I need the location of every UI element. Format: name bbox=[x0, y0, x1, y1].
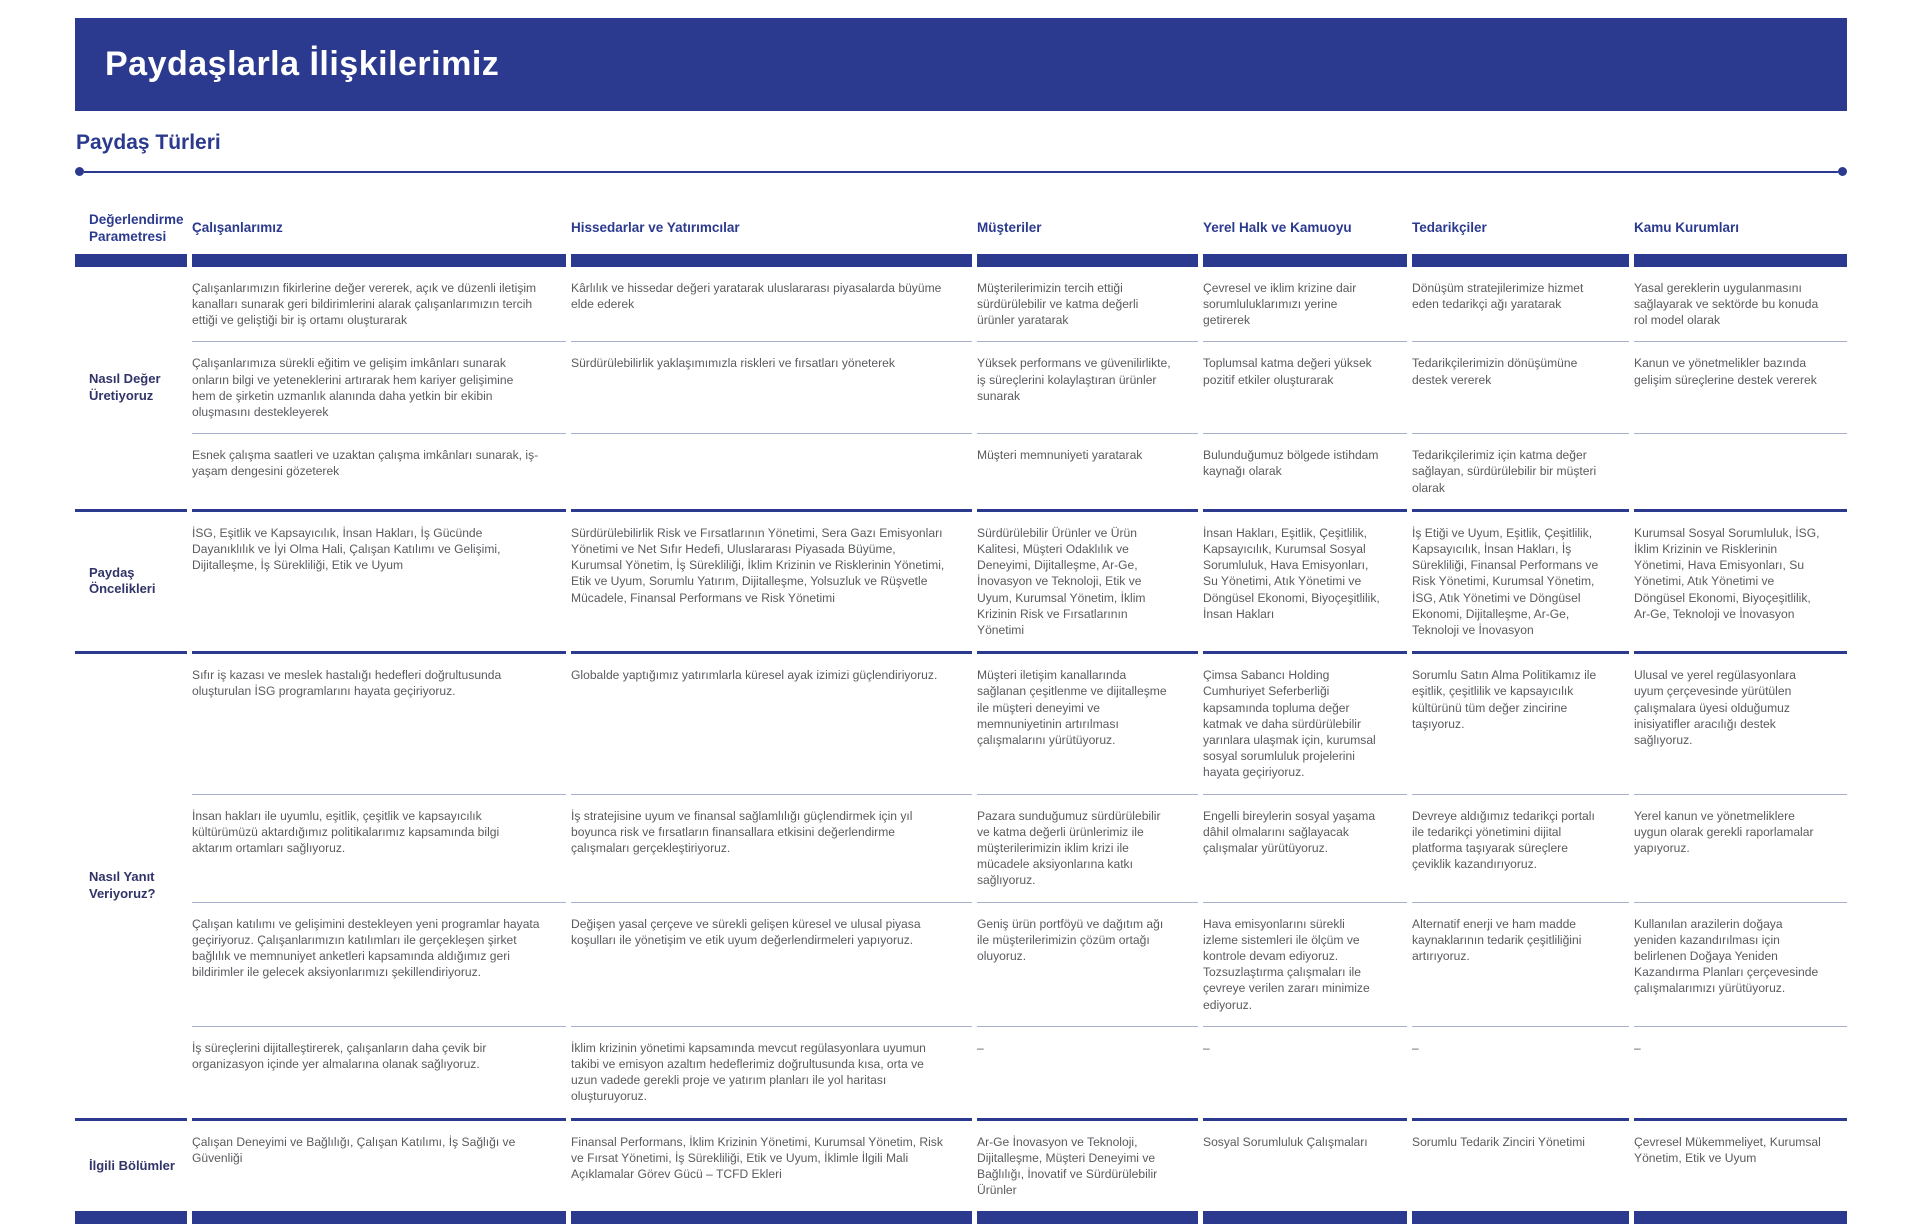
table-cell: Müşteri iletişim kanallarında sağlanan çeşitlenme ve dijitalleşme ile müşteri deneyimi ve memnuniyetinin artırılması çalışmalarını yürütüyoruz. bbox=[977, 654, 1198, 794]
table-cell: Tedarikçilerimizin dönüşümüne destek vererek bbox=[1412, 342, 1629, 434]
table-cell: Çalışan katılımı ve gelişimini destekleyen yeni programlar hayata geçiriyoruz. Çalışanlarımızın katılımları ile gerçekleşen şirket bağlılık ve memnuniyet anketleri kapsamında aldığımız geri bildirimler ile gelecek aksiyonlarımızı şekillendiriyoruz. bbox=[192, 903, 566, 1027]
table-cell bbox=[1634, 434, 1847, 509]
table-cell: Müşteri memnuniyeti yaratarak bbox=[977, 448, 1143, 463]
header-bar-segment bbox=[75, 254, 187, 267]
header-bar-segment bbox=[1203, 254, 1407, 267]
table-cell: Çalışanlarımıza sürekli eğitim ve gelişim imkânları sunarak onların bilgi ve yeteneklerini artırarak hem kariyer gelişimine hem de şirketin uzmanlık alanında daha yetkin bir ekibin oluşmasını destekleyerek bbox=[192, 342, 566, 434]
table-cell: Müşterilerimizin tercih ettiği sürdürülebilir ve katma değerli ürünler yaratarak bbox=[977, 267, 1198, 343]
footer-bar-segment bbox=[571, 1211, 972, 1224]
table-cell: Dönüşüm stratejilerimize hizmet eden tedarikçi ağı yaratarak bbox=[1412, 267, 1629, 343]
table-cell: Sorumlu Tedarik Zinciri Yönetimi bbox=[1412, 1134, 1585, 1149]
row-label: Nasıl Yanıt Veriyoruz? bbox=[89, 869, 156, 901]
table-cell: Finansal Performans, İklim Krizinin Yönetimi, Kurumsal Yönetim, Risk ve Fırsat Yönetimi, İş Sürekliliği, Etik ve Uyum, İklimle İlgili Mali Açıklamalar Görev Gücü – TCFD Ekleri bbox=[571, 1134, 943, 1182]
column-header-2: Hissedarlar ve Yatırımcılar bbox=[571, 220, 740, 236]
rule-dot-left bbox=[75, 167, 84, 176]
table-cell: Yerel kanun ve yönetmeliklere uygun olarak gerekli raporlamalar yapıyoruz. bbox=[1634, 795, 1847, 903]
header-bar-segment bbox=[192, 254, 566, 267]
table-cell: Toplumsal katma değeri yüksek pozitif etkiler oluşturarak bbox=[1203, 342, 1407, 434]
page-title: Paydaşlarla İlişkilerimiz bbox=[105, 45, 500, 83]
table-header-bar bbox=[75, 254, 1847, 267]
decorative-rule bbox=[75, 167, 1847, 176]
table-cell: Globalde yaptığımız yatırımlarla küresel ayak izimizi güçlendiriyoruz. bbox=[571, 654, 972, 794]
footer-bar-segment bbox=[75, 1211, 187, 1224]
table-header-row bbox=[75, 206, 1847, 254]
header-bar-segment bbox=[1634, 254, 1847, 267]
table-cell: İş Etiği ve Uyum, Eşitlik, Çeşitlilik, Kapsayıcılık, İnsan Hakları, İş Sürekliliği, Finansal Performans ve Risk Yönetimi, Kurumsal Yönetim, İSG, Atık Yönetimi ve Döngüsel Ekonomi, Dijitalleşme, Ar-Ge, Teknoloji ve İnovasyon bbox=[1412, 525, 1599, 637]
table-cell: Sürdürülebilirlik yaklaşımımızla riskleri ve fırsatları yöneterek bbox=[571, 342, 972, 434]
table-cell: Değişen yasal çerçeve ve sürekli gelişen küresel ve ulusal piyasa koşulları ile yönetişim ve etik uyum değerlendirmeleri yapıyoruz. bbox=[571, 903, 972, 1027]
table-section bbox=[75, 1121, 1847, 1212]
report-page bbox=[75, 0, 1847, 1224]
table-cell: Yasal gereklerin uygulanmasını sağlayarak ve sektörde bu konuda rol model olarak bbox=[1634, 267, 1847, 343]
column-header-6: Kamu Kurumları bbox=[1634, 220, 1740, 236]
rule-line bbox=[84, 171, 1838, 173]
header-bar-segment bbox=[977, 254, 1198, 267]
table-cell: Çalışan Deneyimi ve Bağlılığı, Çalışan Katılımı, İş Sağlığı ve Güvenliği bbox=[192, 1134, 516, 1165]
column-header-5: Tedarikçiler bbox=[1412, 220, 1487, 236]
footer-bar-segment bbox=[1203, 1211, 1407, 1224]
table-cell: Engelli bireylerin sosyal yaşama dâhil olmalarını sağlayacak çalışmalar yürütüyoruz. bbox=[1203, 795, 1407, 903]
row-label: Paydaş Öncelikleri bbox=[89, 564, 156, 597]
table-section bbox=[75, 512, 1847, 651]
footer-bar-segment bbox=[192, 1211, 566, 1224]
table-cell: Sıfır iş kazası ve meslek hastalığı hedefleri doğrultusunda oluşturulan İSG programlarını hayata geçiriyoruz. bbox=[192, 654, 566, 794]
table-cell: İş süreçlerini dijitalleştirerek, çalışanların daha çevik bir organizasyon içinde yer almalarına olanak sağlıyoruz. bbox=[192, 1040, 487, 1072]
page-title-banner bbox=[75, 18, 1847, 111]
table-section bbox=[75, 654, 1847, 1117]
table-cell: Kullanılan arazilerin doğaya yeniden kazandırılması için belirlenen Doğaya Yeniden Kazandırma Planları çerçevesinde çalışmalarımızı yürütüyoruz. bbox=[1634, 903, 1847, 1027]
table-cell: Alternatif enerji ve ham madde kaynaklarının tedarik çeşitliliğini artırıyoruz. bbox=[1412, 903, 1629, 1027]
column-header-3: Müşteriler bbox=[977, 220, 1042, 236]
table-cell: Yüksek performans ve güvenilirlikte, iş süreçlerini kolaylaştıran ürünler sunarak bbox=[977, 342, 1198, 434]
section-title: Paydaş Türleri bbox=[76, 131, 221, 154]
row-label: Nasıl Değer Üretiyoruz bbox=[89, 370, 161, 403]
table-cell: – bbox=[1412, 1040, 1419, 1055]
column-header-1: Çalışanlarımız bbox=[192, 220, 283, 236]
table-body bbox=[75, 267, 1847, 1212]
header-bar-segment bbox=[1412, 254, 1629, 267]
stakeholder-table bbox=[75, 206, 1847, 1224]
table-footer-bar bbox=[75, 1211, 1847, 1224]
column-header-4: Yerel Halk ve Kamuoyu bbox=[1203, 220, 1352, 236]
footer-bar-segment bbox=[1634, 1211, 1847, 1224]
table-cell: Çimsa Sabancı Holding Cumhuriyet Seferberliği kapsamında topluma değer katmak ve daha sürdürülebilir yarınlara ulaşmak için, kurumsal sosyal sorumluluk projelerini hayata geçiriyoruz. bbox=[1203, 654, 1407, 794]
table-cell: İş stratejisine uyum ve finansal sağlamlılığı güçlendirmek için yıl boyunca risk ve fırsatların finansallara etkisini değerlendirme çalışmaları gerçekleştiriyoruz. bbox=[571, 795, 972, 903]
table-cell: Ulusal ve yerel regülasyonlara uyum çerçevesinde yürütülen çalışmalara üyesi olduğumuz inisiyatifler aracılığı destek sağlıyoruz. bbox=[1634, 654, 1847, 794]
table-cell: Sürdürülebilir Ürünler ve Ürün Kalitesi, Müşteri Odaklılık ve Deneyimi, Dijitalleşme, Ar-Ge, İnovasyon ve Teknoloji, Etik ve Uyum, Kurumsal Yönetim, İklim Krizinin Risk ve Fırsatlarının Yönetimi bbox=[977, 525, 1146, 637]
table-cell: Çevresel ve iklim krizine dair sorumluluklarımızı yerine getirerek bbox=[1203, 267, 1407, 343]
table-cell bbox=[571, 434, 972, 509]
table-cell: Kurumsal Sosyal Sorumluluk, İSG, İklim Krizinin ve Risklerinin Yönetimi, Hava Emisyonları, Su Yönetimi, Atık Yönetimi ve Döngüsel Ekonomi, Biyoçeşitlilik, Ar-Ge, Teknoloji ve İnovasyon bbox=[1634, 525, 1820, 621]
table-cell: İnsan Hakları, Eşitlik, Çeşitlilik, Kapsayıcılık, Kurumsal Sosyal Sorumluluk, Hava Emisyonları, Su Yönetimi, Atık Yönetimi ve Döngüsel Ekonomi, Biyoçeşitlilik, İnsan Hakları bbox=[1203, 525, 1380, 621]
table-cell: Çalışanlarımızın fikirlerine değer vererek, açık ve düzenli iletişim kanalları sunarak geri bildirimlerini alarak çalışanlarımızın tercih ettiği ve geliştiği bir iş ortamı oluşturarak bbox=[192, 267, 566, 343]
table-cell: Sosyal Sorumluluk Çalışmaları bbox=[1203, 1134, 1368, 1149]
table-cell: Ar-Ge İnovasyon ve Teknoloji, Dijitalleşme, Müşteri Deneyimi ve Bağlılığı, İnovatif ve Sürdürülebilir Ürünler bbox=[977, 1134, 1158, 1198]
table-cell: Pazara sunduğumuz sürdürülebilir ve katma değerli ürünlerimiz ile müşterilerimizin iklim krizi ile mücadele aksiyonlarına katkı sağlıyoruz. bbox=[977, 795, 1198, 903]
table-cell: Bulunduğumuz bölgede istihdam kaynağı olarak bbox=[1203, 448, 1379, 479]
table-cell: Tedarikçilerimiz için katma değer sağlayan, sürdürülebilir bir müşteri olarak bbox=[1412, 448, 1597, 495]
table-cell: Geniş ürün portföyü ve dağıtım ağı ile müşterilerimizin çözüm ortağı oluyoruz. bbox=[977, 903, 1198, 1027]
table-cell: Çevresel Mükemmeliyet, Kurumsal Yönetim, Etik ve Uyum bbox=[1634, 1134, 1821, 1165]
footer-bar-segment bbox=[977, 1211, 1198, 1224]
table-cell: Esnek çalışma saatleri ve uzaktan çalışma imkânları sunarak, iş-yaşam dengesini gözeterek bbox=[192, 448, 539, 479]
table-cell: Kârlılık ve hissedar değeri yaratarak uluslararası piyasalarda büyüme elde ederek bbox=[571, 267, 972, 343]
table-cell: Hava emisyonlarını sürekli izleme sistemleri ile ölçüm ve kontrole devam ediyoruz. Tozsuzlaştırma çalışmaları ile çevreye verilen zararı minimize ediyoruz. bbox=[1203, 903, 1407, 1027]
table-cell: İSG, Eşitlik ve Kapsayıcılık, İnsan Hakları, İş Gücünde Dayanıklılık ve İyi Olma Hali, Çalışan Katılımı ve Gelişimi, Dijitalleşme, İş Sürekliliği, Etik ve Uyum bbox=[192, 525, 501, 573]
column-header-parameter: Değerlendirme Parametresi bbox=[89, 212, 184, 244]
header-bar-segment bbox=[571, 254, 972, 267]
table-cell: – bbox=[977, 1040, 984, 1055]
table-cell: Devreye aldığımız tedarikçi portalı ile tedarikçi yönetimini dijital platforma taşıyarak süreçlere çeviklik kazandırıyoruz. bbox=[1412, 795, 1629, 903]
table-cell: Kanun ve yönetmelikler bazında gelişim süreçlerine destek vererek bbox=[1634, 342, 1847, 434]
table-cell: Sürdürülebilirlik Risk ve Fırsatlarının Yönetimi, Sera Gazı Emisyonları Yönetimi ve Net Sıfır Hedefi, Uluslararası Piyasada Büyüme, Kurumsal Yönetim, İş Sürekliliği, İklim Krizinin ve Risklerinin Yönetimi, Etik ve Uyum, Sorumlu Yatırım, Dijitalleşme, Yolsuzluk ve Rüşvetle Mücadele, Finansal Performans ve Risk Yönetimi bbox=[571, 525, 945, 605]
table-cell: Sorumlu Satın Alma Politikamız ile eşitlik, çeşitlilik ve kapsayıcılık kültürünü tüm değer zincirine taşıyoruz. bbox=[1412, 654, 1629, 794]
footer-bar-segment bbox=[1412, 1211, 1629, 1224]
table-section bbox=[75, 267, 1847, 509]
rule-dot-right bbox=[1838, 167, 1847, 176]
table-cell: – bbox=[1203, 1040, 1210, 1055]
table-cell: İklim krizinin yönetimi kapsamında mevcut regülasyonlara uyumun takibi ve emisyon azaltım hedeflerimiz doğrultusunda kısa, orta ve uzun vadede gerekli proje ve yatırım planları ile yol haritası oluşturuyoruz. bbox=[571, 1040, 926, 1104]
table-cell: – bbox=[1634, 1040, 1641, 1055]
row-label: İlgili Bölümler bbox=[89, 1157, 175, 1173]
table-cell: İnsan hakları ile uyumlu, eşitlik, çeşitlik ve kapsayıcılık kültürümüzü aktardığımız politikalarımız kapsamında bilgi aktarım ortamları sağlıyoruz. bbox=[192, 795, 566, 903]
